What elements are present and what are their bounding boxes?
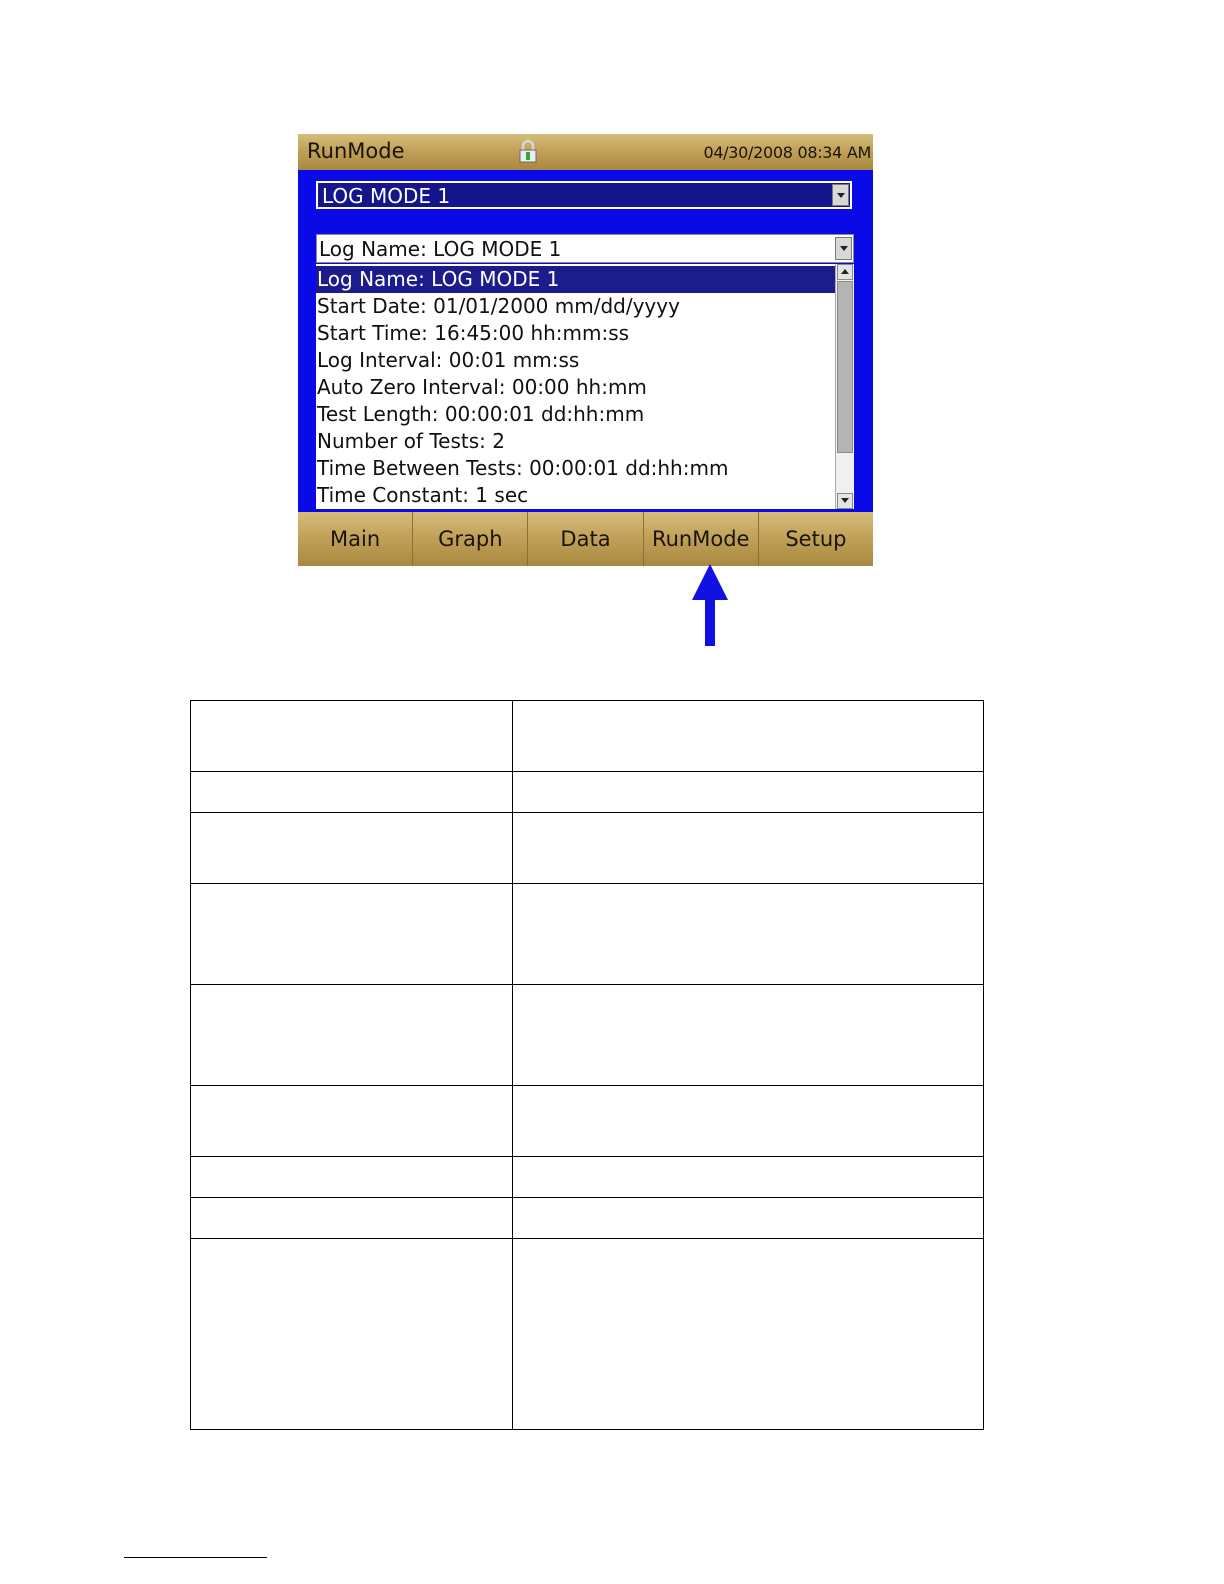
list-item[interactable]: Start Date: 01/01/2000 mm/dd/yyyy	[317, 294, 680, 318]
table-row	[191, 701, 984, 772]
description-table	[190, 700, 984, 1430]
list-item[interactable]: Time Constant: 1 sec	[317, 483, 529, 507]
scroll-down-icon[interactable]	[837, 493, 853, 509]
list-item[interactable]: Number of Tests: 2	[317, 429, 505, 453]
table-row	[191, 1198, 984, 1239]
table-row	[191, 884, 984, 985]
nav-graph-button[interactable]: Graph	[413, 512, 528, 566]
table-row	[191, 985, 984, 1086]
chevron-down-icon[interactable]	[832, 184, 849, 206]
log-mode-select[interactable]	[316, 181, 852, 209]
chevron-down-icon[interactable]	[835, 237, 852, 260]
table-row	[191, 1239, 984, 1430]
nav-runmode-button[interactable]: RunMode	[644, 512, 759, 566]
log-parameter-combo-value: Log Name: LOG MODE 1	[319, 237, 562, 261]
list-item[interactable]: Start Time: 16:45:00 hh:mm:ss	[317, 321, 630, 345]
log-parameter-combo[interactable]	[316, 234, 854, 263]
title-bar	[298, 134, 873, 170]
table-row	[191, 772, 984, 813]
table-row	[191, 813, 984, 884]
table-row	[191, 1086, 984, 1157]
bottom-nav	[298, 512, 873, 566]
log-parameter-list[interactable]	[316, 264, 854, 509]
table-row	[191, 1157, 984, 1198]
list-item[interactable]: Test Length: 00:00:01 dd:hh:mm	[317, 402, 645, 426]
nav-main-button[interactable]: Main	[298, 512, 413, 566]
datetime-display: 04/30/2008 08:34 AM	[703, 143, 871, 162]
list-scrollbar[interactable]	[835, 264, 854, 509]
list-item[interactable]: Log Name: LOG MODE 1	[316, 266, 836, 293]
screen-title: RunMode	[307, 139, 405, 163]
log-mode-select-value: LOG MODE 1	[322, 184, 451, 208]
nav-data-button[interactable]: Data	[528, 512, 643, 566]
device-screen	[298, 134, 873, 566]
up-arrow-icon	[690, 564, 730, 648]
list-item[interactable]: Time Between Tests: 00:00:01 dd:hh:mm	[317, 456, 729, 480]
list-item[interactable]: Log Interval: 00:01 mm:ss	[317, 348, 580, 372]
list-item[interactable]: Auto Zero Interval: 00:00 hh:mm	[317, 375, 647, 399]
scroll-thumb[interactable]	[837, 281, 853, 453]
scroll-up-icon[interactable]	[837, 264, 853, 280]
lock-icon[interactable]	[517, 139, 539, 163]
nav-setup-button[interactable]: Setup	[759, 512, 873, 566]
footer-divider	[124, 1557, 267, 1558]
